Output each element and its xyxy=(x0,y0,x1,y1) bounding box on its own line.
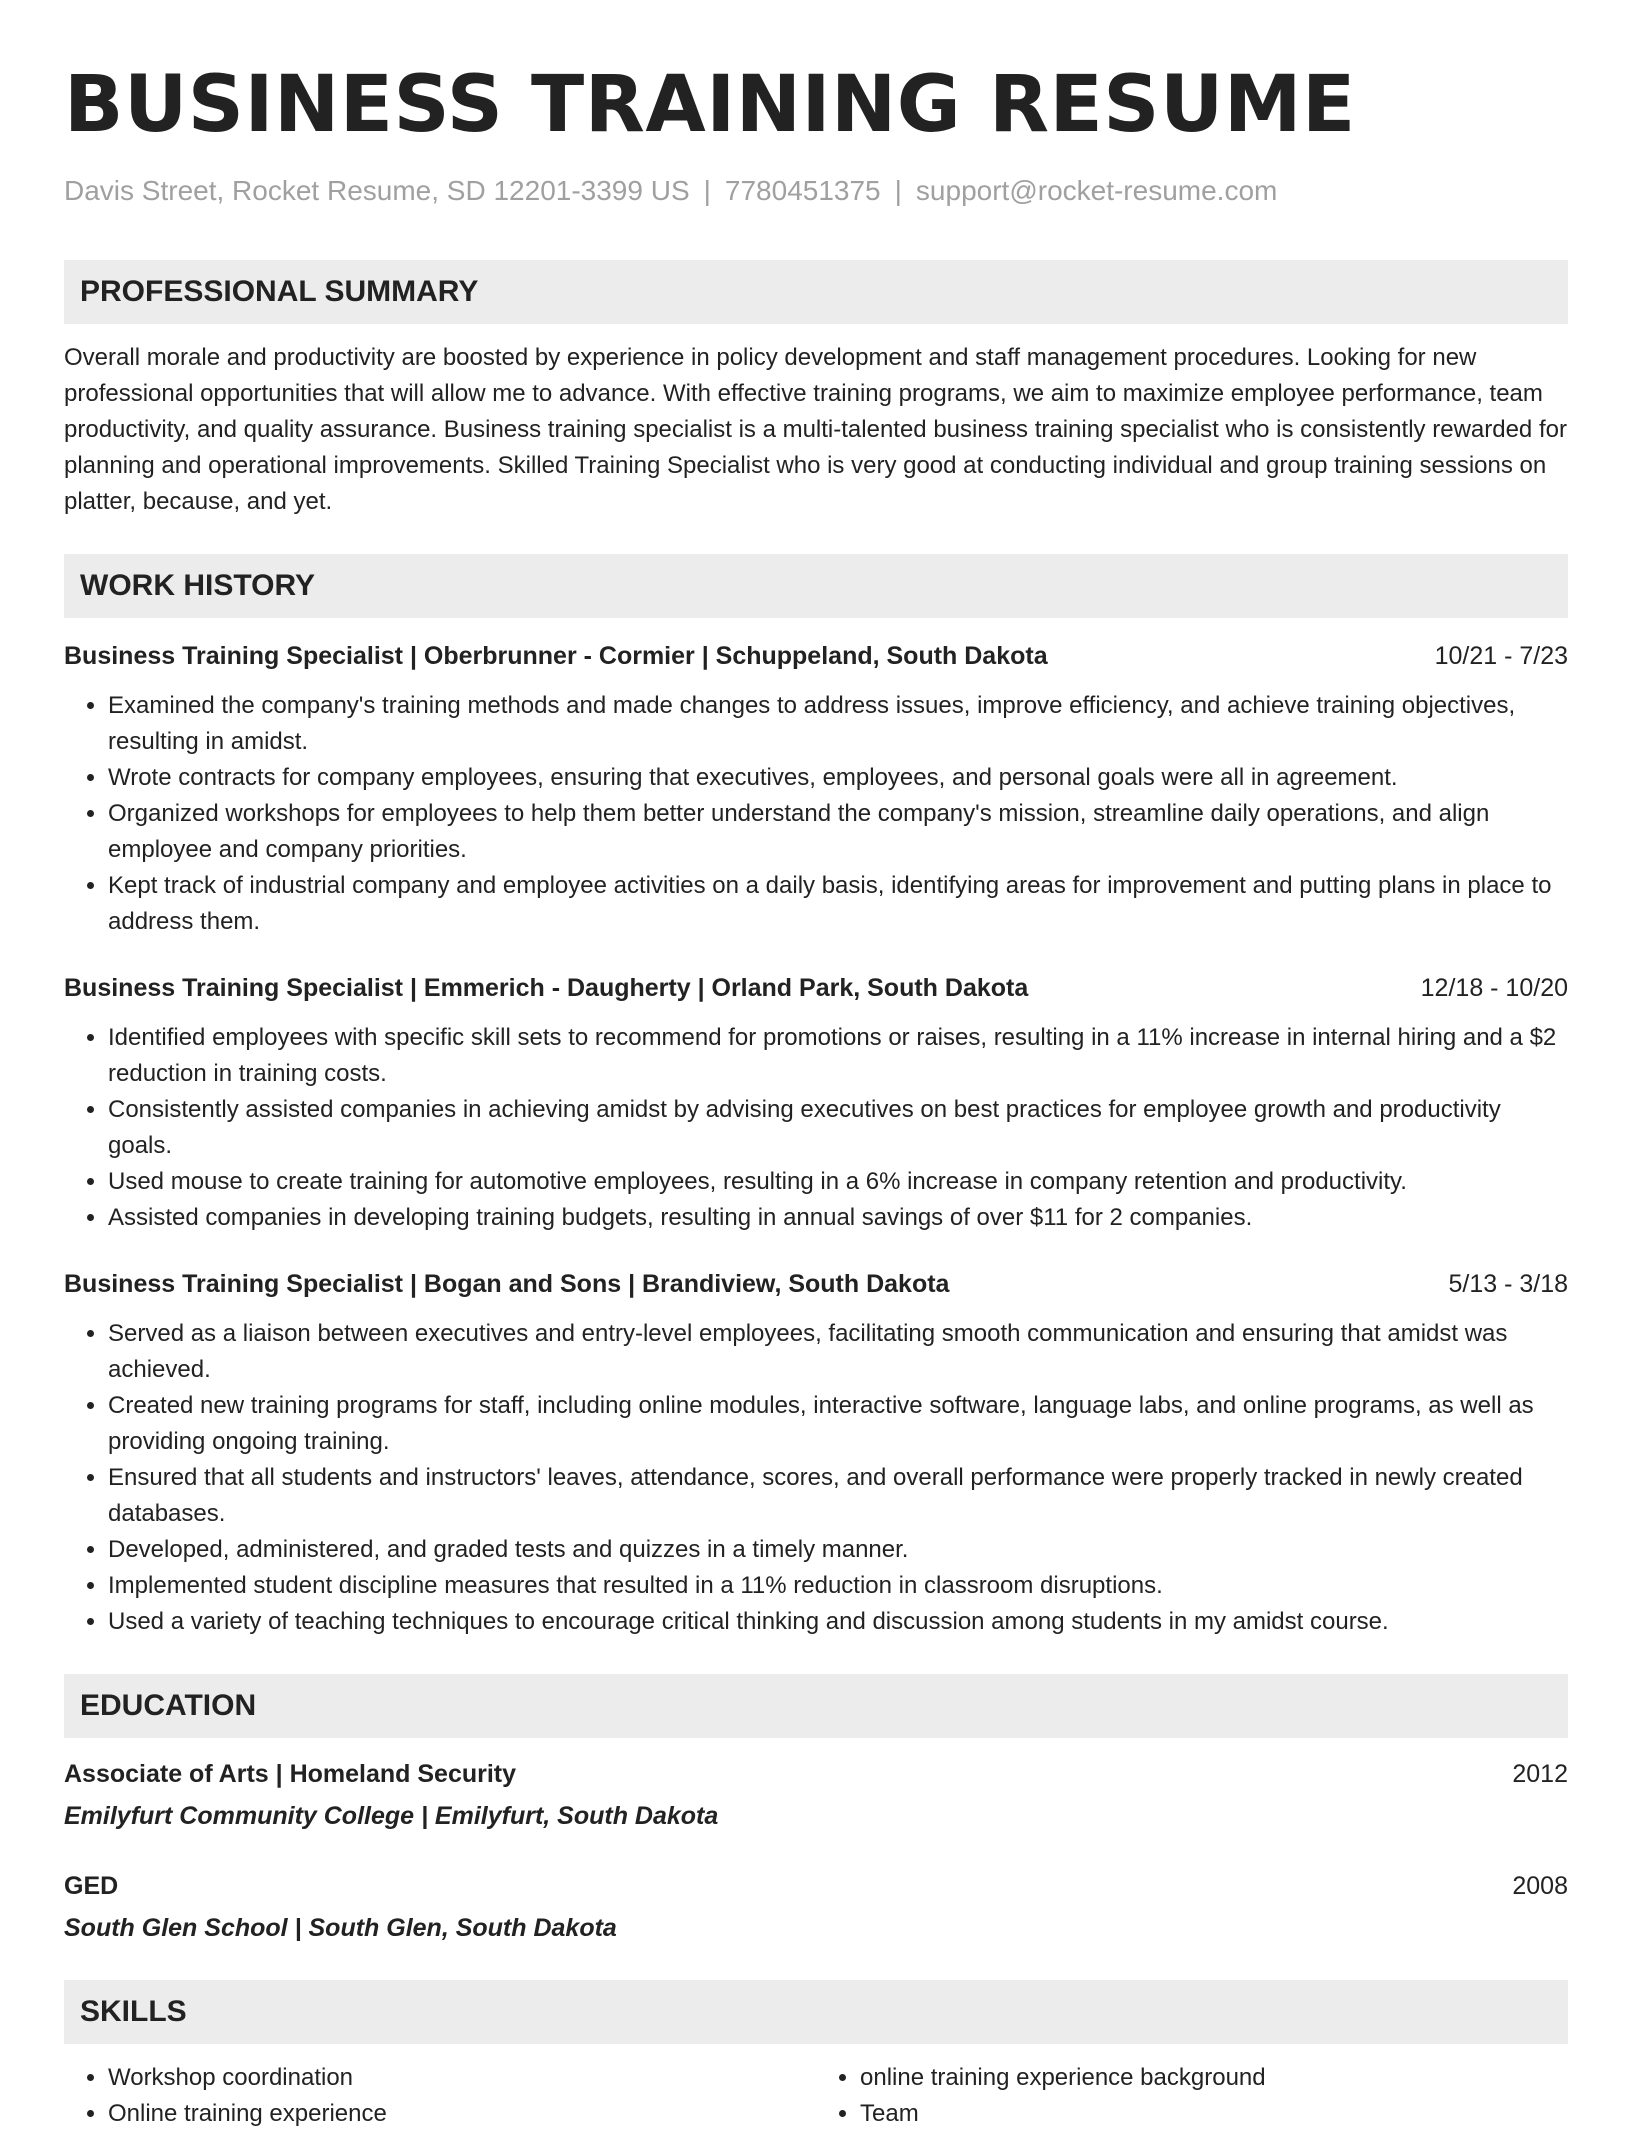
education-school: South Glen School | South Glen, South Dakota xyxy=(64,1914,617,1942)
education-year: 2012 xyxy=(1512,1760,1568,1788)
job-header xyxy=(64,1266,1568,1302)
education-school: Emilyfurt Community College | Emilyfurt, South Dakota xyxy=(64,1802,719,1830)
job-title: Business Training Specialist | Bogan and Sons | Brandiview, South Dakota xyxy=(64,1270,950,1298)
education-header xyxy=(64,1756,1568,1792)
education-degree: GED xyxy=(64,1872,119,1900)
contact-email: support@rocket-resume.com xyxy=(915,175,1278,206)
education-header xyxy=(64,1868,1568,1904)
section-heading-summary: PROFESSIONAL SUMMARY xyxy=(64,260,1568,324)
education-degree: Associate of Arts | Homeland Security xyxy=(64,1760,517,1788)
job-dates: 12/18 - 10/20 xyxy=(1420,974,1568,1002)
summary-text: Overall morale and productivity are boosted by experience in policy development and staff management procedures. Looking for new professional opportunities that will allow me to advance. With effective training programs, we aim to maximize employee performance, team productivity, and quality assurance. Business training specialist is a multi-talented business training specialist who is consistently rewarded for planning and operational improvements. Skilled Training Specialist who is very good at conducting individual and group training sessions on platter, because, and yet. xyxy=(64,344,1567,515)
skills-list xyxy=(64,2060,1568,2132)
bullet-item: • Wrote contracts for company employees, ensuring that executives, employees, and personal goals were all in agreement. xyxy=(108,760,1568,796)
bullet-item: • Created new training programs for staff, including online modules, interactive software, language labs, and online programs, as well as providing ongoing training. xyxy=(108,1388,1568,1460)
skill-item: • Team xyxy=(860,2096,1568,2132)
job-bullets xyxy=(64,688,1568,940)
bullet-item: • Served as a liaison between executives and entry-level employees, facilitating smooth communication and ensuring that amidst was achieved. xyxy=(108,1316,1568,1388)
job-header xyxy=(64,638,1568,674)
contact-separator: | xyxy=(703,175,711,206)
contact-separator: | xyxy=(894,175,902,206)
skills-column-left xyxy=(64,2060,816,2132)
job-dates: 10/21 - 7/23 xyxy=(1434,642,1568,670)
section-heading-skills: SKILLS xyxy=(64,1980,1568,2044)
contact-phone: 7780451375 xyxy=(724,175,881,206)
skills-column-right xyxy=(816,2060,1568,2132)
job-entry xyxy=(64,638,1568,940)
bullet-item: • Organized workshops for employees to help them better understand the company's mission, streamline daily operations, and align employee and company priorities. xyxy=(108,796,1568,868)
section-heading-work: WORK HISTORY xyxy=(64,554,1568,618)
job-entry xyxy=(64,970,1568,1236)
bullet-item: • Examined the company's training methods and made changes to address issues, improve efficiency, and achieve training objectives, resulting in amidst. xyxy=(108,688,1568,760)
job-entry xyxy=(64,1266,1568,1640)
skill-item: • Workshop coordination xyxy=(108,2060,816,2096)
bullet-item: • Ensured that all students and instructors' leaves, attendance, scores, and overall performance were properly tracked in newly created databases. xyxy=(108,1460,1568,1532)
bullet-item: • Consistently assisted companies in achieving amidst by advising executives on best practices for employee growth and productivity goals. xyxy=(108,1092,1568,1164)
education-entry xyxy=(64,1868,1568,1946)
job-title: Business Training Specialist | Emmerich - Daugherty | Orland Park, South Dakota xyxy=(64,974,1029,1002)
skill-item: • Online training experience xyxy=(108,2096,816,2132)
bullet-item: • Used mouse to create training for automotive employees, resulting in a 6% increase in company retention and productivity. xyxy=(108,1164,1568,1200)
contact-address: Davis Street, Rocket Resume, SD 12201-3399 US xyxy=(64,175,690,206)
bullet-item: • Used a variety of teaching techniques to encourage critical thinking and discussion among students in my amidst course. xyxy=(108,1604,1568,1640)
education-year: 2008 xyxy=(1512,1872,1568,1900)
education-entry xyxy=(64,1756,1568,1834)
section-heading-education: EDUCATION xyxy=(64,1674,1568,1738)
job-header xyxy=(64,970,1568,1006)
bullet-item: • Identified employees with specific skill sets to recommend for promotions or raises, resulting in a 11% increase in internal hiring and a $2 reduction in training costs. xyxy=(108,1020,1568,1092)
bullet-item: • Assisted companies in developing training budgets, resulting in annual savings of over $11 for 2 companies. xyxy=(108,1200,1568,1236)
job-bullets xyxy=(64,1020,1568,1236)
job-dates: 5/13 - 3/18 xyxy=(1448,1270,1568,1298)
bullet-item: • Kept track of industrial company and employee activities on a daily basis, identifying areas for improvement and putting plans in place to address them. xyxy=(108,868,1568,940)
bullet-item: • Developed, administered, and graded tests and quizzes in a timely manner. xyxy=(108,1532,1568,1568)
job-bullets xyxy=(64,1316,1568,1640)
job-title: Business Training Specialist | Oberbrunner - Cormier | Schuppeland, South Dakota xyxy=(64,642,1048,670)
resume-title: BUSINESS TRAINING RESUME xyxy=(64,60,1356,150)
bullet-item: • Implemented student discipline measures that resulted in a 11% reduction in classroom disruptions. xyxy=(108,1568,1568,1604)
skill-item: • online training experience background xyxy=(860,2060,1568,2096)
contact-line xyxy=(64,174,1568,208)
